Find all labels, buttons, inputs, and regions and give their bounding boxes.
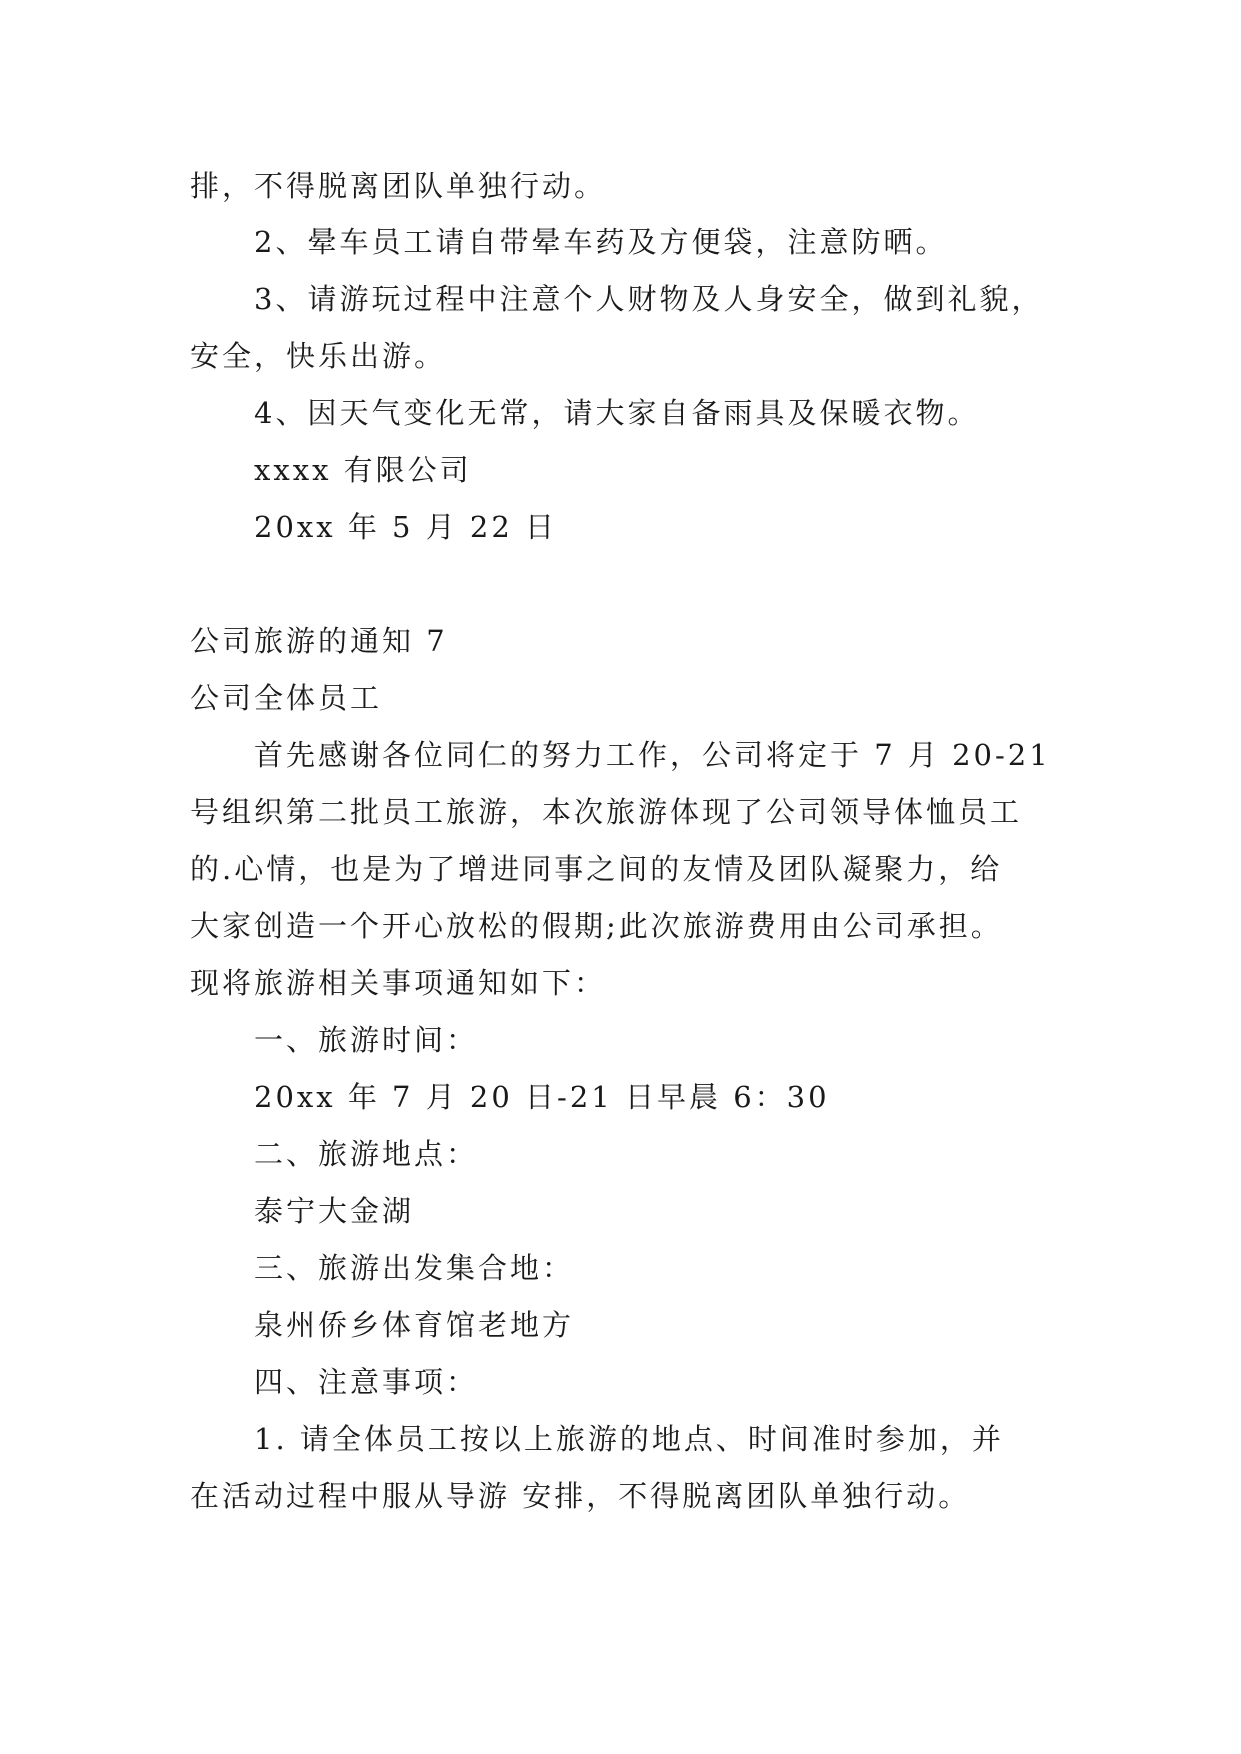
item-heading: 三、旅游出发集合地： <box>254 1251 575 1285</box>
paragraph-line: 2、晕车员工请自带晕车药及方便袋，注意防晒。 <box>254 225 948 259</box>
section-title: 公司旅游的通知 7 <box>190 624 448 658</box>
paragraph-line: 安全，快乐出游。 <box>190 339 447 373</box>
paragraph-line: 现将旅游相关事项通知如下： <box>190 966 607 1000</box>
item-heading: 一、旅游时间： <box>254 1023 479 1057</box>
recipient-line: 公司全体员工 <box>190 681 383 715</box>
item-heading: 二、旅游地点： <box>254 1137 479 1171</box>
paragraph-line: 号组织第二批员工旅游，本次旅游体现了公司领导体恤员工 <box>190 795 1023 829</box>
item-heading: 四、注意事项： <box>254 1365 479 1399</box>
signature-company: xxxx 有限公司 <box>254 453 472 487</box>
item-content: 20xx 年 7 月 20 日-21 日早晨 6：30 <box>254 1080 830 1114</box>
item-content: 泰宁大金湖 <box>254 1194 415 1228</box>
paragraph-line: 排，不得脱离团队单独行动。 <box>190 169 607 203</box>
paragraph-line: 首先感谢各位同仁的努力工作，公司将定于 7 月 20-21 <box>254 738 1051 772</box>
item-content: 泉州侨乡体育馆老地方 <box>254 1308 575 1342</box>
paragraph-line: 在活动过程中服从导游 安排，不得脱离团队单独行动。 <box>190 1479 971 1513</box>
paragraph-line: 3、请游玩过程中注意个人财物及人身安全，做到礼貌， <box>254 282 1044 316</box>
paragraph-line: 4、因天气变化无常，请大家自备雨具及保暖衣物。 <box>254 396 980 430</box>
paragraph-line: 1. 请全体员工按以上旅游的地点、时间准时参加，并 <box>254 1422 1004 1456</box>
paragraph-line: 大家创造一个开心放松的假期;此次旅游费用由公司承担。 <box>190 909 1003 943</box>
signature-date: 20xx 年 5 月 22 日 <box>254 510 558 544</box>
paragraph-line: 的.心情，也是为了增进同事之间的友情及团队凝聚力，给 <box>190 852 1003 886</box>
